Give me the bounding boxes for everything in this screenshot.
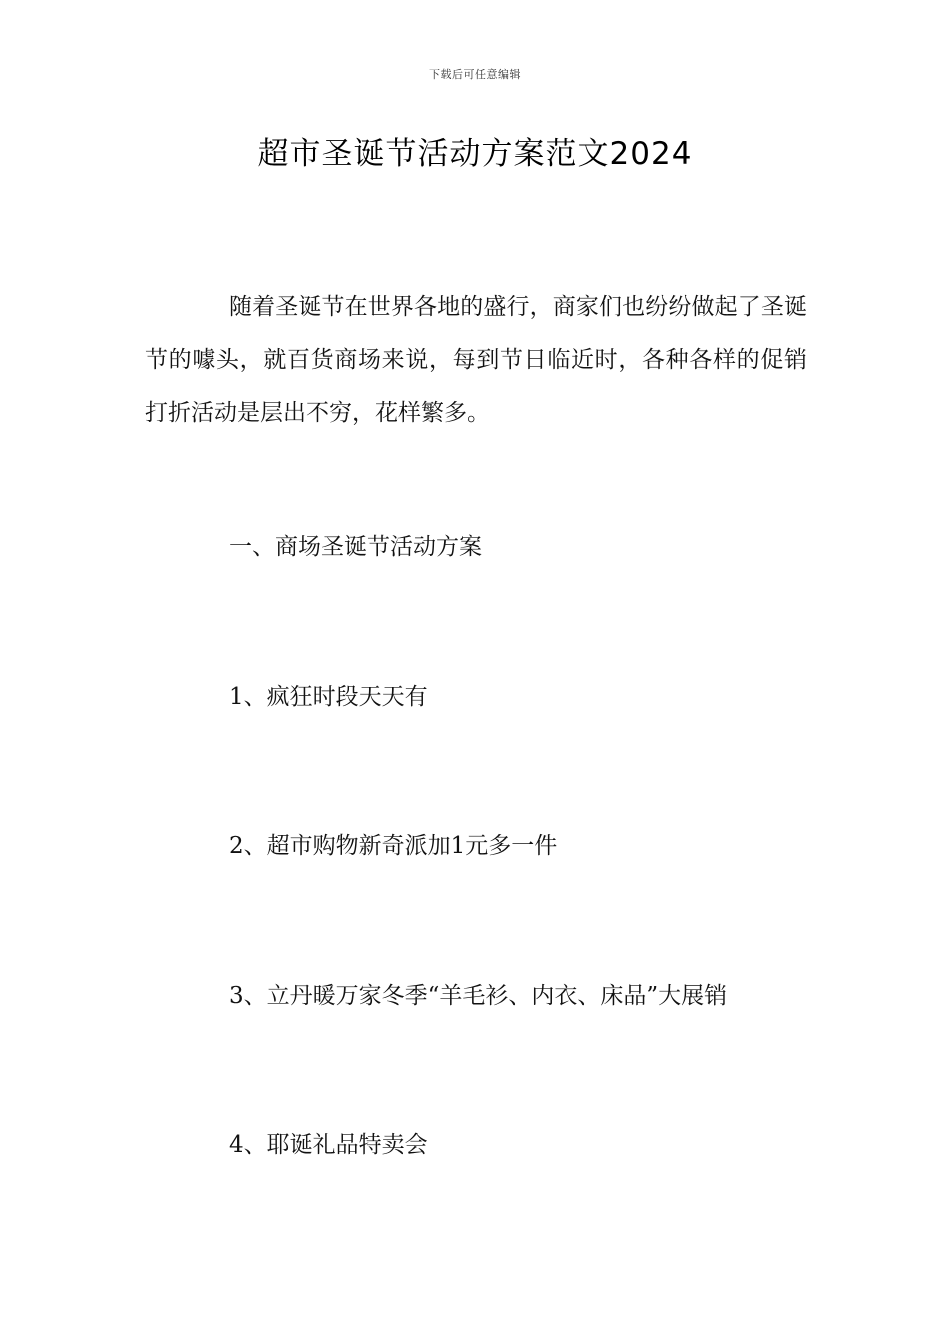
list-item: 4、耶诞礼品特卖会 bbox=[229, 1132, 428, 1158]
document-title: 超市圣诞节活动方案范文2024 bbox=[257, 136, 693, 172]
intro-paragraph: 随着圣诞节在世界各地的盛行，商家们也纷纷做起了圣诞节的噱头，就百货商场来说，每到节日临近时，各种各样的促销打折活动是层出不穷，花样繁多。 bbox=[145, 294, 807, 426]
list-item: 3、立丹暖万家冬季“羊毛衫、内衣、床品”大展销 bbox=[229, 983, 728, 1009]
header-note: 下载后可任意编辑 bbox=[429, 68, 521, 81]
section-heading: 一、商场圣诞节活动方案 bbox=[229, 534, 482, 560]
list-item: 2、超市购物新奇派加1元多一件 bbox=[229, 833, 558, 859]
list-item: 1、疯狂时段天天有 bbox=[229, 684, 428, 710]
